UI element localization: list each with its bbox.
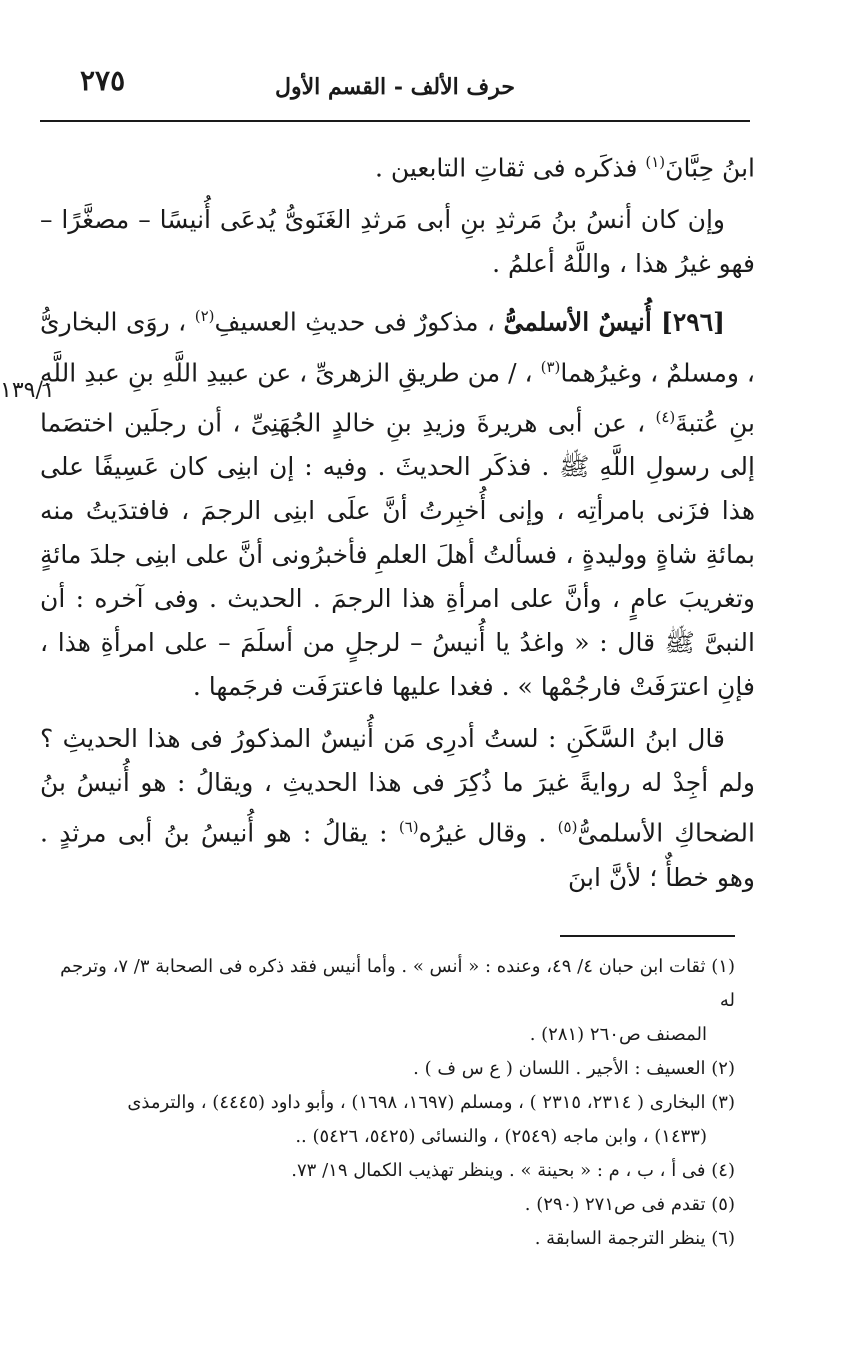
footnote-ref-5: (٥) (557, 818, 578, 837)
body-text (40, 140, 755, 900)
footnote-separator (560, 935, 735, 937)
page-number: ٢٧٥ (80, 64, 126, 97)
footnote-ref-1: (١) (645, 153, 666, 171)
paragraph-4-text-b: . وقال غيرُه (418, 818, 558, 848)
entry-name: أُنيسٌ الأسلمىُّ (503, 307, 662, 337)
footnote-1-continuation: المصنف ص٢٦٠ (٢٨١) . (529, 1024, 707, 1045)
entry-number: [٢٩٦] (661, 307, 726, 337)
footnote-2: (٢) العسيف : الأجير . اللسان ( ع س ف ) . (413, 1058, 735, 1079)
paragraph-1-rest: فذكَره فى ثقاتِ التابعين . (374, 153, 646, 183)
paragraph-4 (40, 717, 755, 899)
footnote-5: (٥) تقدم فى ص٢٧١ (٢٩٠) . (524, 1194, 735, 1215)
footnote-ref-4: (٤) (655, 407, 676, 426)
paragraph-1 (40, 140, 755, 190)
footnote-ref-3: (٣) (540, 357, 561, 376)
entry-text-a: ، مذكورٌ فى حديثِ العسيفِ (214, 307, 504, 337)
footnote-4: (٤) فى أ ، ب ، م : « بحينة » . وينظر تهذيب الكمال ١٩/ ٧٣. (291, 1160, 735, 1181)
entry-text-c: ، / من طريقِ الزهرىِّ ، عن عبيدِ اللَّهِ بنِ عبدِ اللَّهِ بنِ عُتبةَ (40, 357, 755, 438)
footnote-3-continuation: (١٤٣٣) ، وابن ماجه (٢٥٤٩) ، والنسائى (٥٤٢٥، ٥٤٢٦) .. (295, 1126, 707, 1147)
footnote-ref-6: (٦) (398, 818, 419, 837)
footnote-1: (١) ثقات ابن حبان ٤/ ٤٩، وعنده : « أنس » . وأما أنيس فقد ذكره فى الصحابة ٣/ ٧، وترجم له (60, 956, 735, 1011)
paragraph-4-text-c: : يقالُ : هو أُنيسُ بنُ أبى مرثدٍ . وهو خطأٌ ؛ لأنَّ ابنَ (40, 818, 755, 892)
entry-296 (40, 294, 755, 709)
margin-page-reference: ١٣٩/١ (0, 378, 55, 403)
footnote-6: (٦) ينظر الترجمة السابقة . (534, 1228, 735, 1249)
entry-text-d: ، عن أبى هريرةَ وزيدِ بنِ خالدٍ الجُهَنِىِّ ، أن رجلَين اختصَما إلى رسولِ اللَّهِ ﷺ . فذكَر الحديثَ . وفيه : إن ابنِى كان عَسِيفًا على هذا فزَنى بامرأتِه ، وإنى أُخبِرتُ أنَّ علَى ابنِى الرجمَ ، فافتدَيتُ منه بمائةِ شاةٍ ووليدةٍ ، فسألتُ أهلَ العلمِ فأخبرُونى أنَّ على ابنِى جلدَ مائةٍ وتغريبَ عامٍ ، وأنَّ على امرأةِ هذا الرجمَ . الحديث . وفى آخره : أن النبىَّ ﷺ قال : « واغدُ يا أُنيسُ – لرجلٍ من أسلَمَ – على امرأةِ هذا ، فإنِ اعترَفَتْ فارجُمْها » . فغدا عليها فاعترَفَت فرجَمها . (40, 408, 755, 702)
paragraph-2: وإن كان أنسُ بنُ مَرثدِ بنِ أبى مَرثدِ الغَنَوىُّ يُدعَى أُنيسًا – مصغَّرًا – فهو غيرُ هذا ، واللَّهُ أعلمُ . (40, 205, 755, 279)
paragraph-1-text: ابنُ حِبَّانَ (665, 153, 755, 183)
footnotes (40, 950, 735, 1256)
paragraph-4-text-a: قال ابنُ السَّكَنِ : لستُ أدرِى مَن أُنيسٌ المذكورُ فى هذا الحديثِ ؟ ولم أجِدْ له روايةً غيرَ ما ذُكِرَ فى هذا الحديثِ ، ويقالُ : هو أُنيسُ بنُ الضحاكِ الأسلمىُّ (40, 724, 755, 848)
footnote-ref-2: (٢) (194, 307, 215, 326)
entry-text-b: ، روَى البخارىُّ ، ومسلمٌ ، وغيرُهما (40, 307, 755, 387)
footnote-3: (٣) البخارى ( ٢٣١٤، ٢٣١٥ ) ، ومسلم (١٦٩٧، ١٦٩٨) ، وأبو داود (٤٤٤٥) ، والترمذى (127, 1092, 735, 1113)
page-header (40, 56, 750, 122)
running-title: حرف الألف - القسم الأول (275, 74, 515, 100)
